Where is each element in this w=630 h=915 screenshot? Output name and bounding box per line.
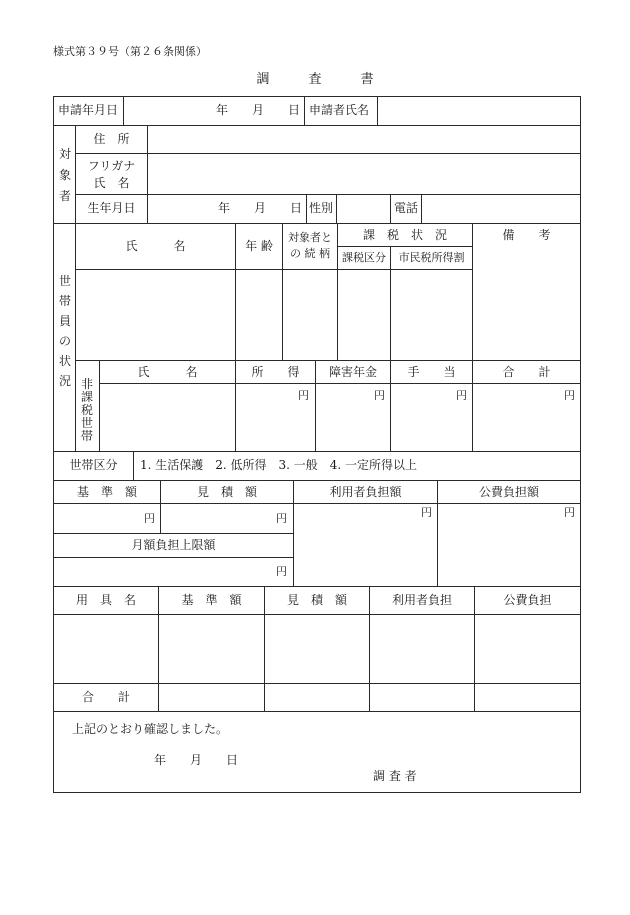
municipal-tax-header: 市民税所得割 [398, 251, 465, 264]
equipment-name-header: 用 具 名 [75, 593, 136, 607]
sex-label: 性別 [309, 201, 334, 215]
non-taxable-name-header: 氏 名 [137, 365, 198, 379]
equipment-user-burden-header: 利用者負担 [391, 593, 452, 607]
public-burden-header: 公費負担額 [478, 485, 539, 499]
household-members-area[interactable] [77, 271, 471, 359]
household-name-header: 氏 名 [125, 239, 186, 253]
form-number: 様式第３９号（第２６条関係） [53, 45, 207, 58]
tax-class-header: 課税区分 [342, 251, 386, 264]
tax-status-header: 課 税 状 況 [362, 228, 447, 242]
pension-header: 障害年金 [328, 365, 377, 379]
application-date-field[interactable]: 年 月 日 [216, 103, 301, 117]
birthdate-label: 生年月日 [87, 201, 136, 215]
age-header: 年 齢 [245, 239, 273, 253]
household-class-label: 世帯区分 [69, 458, 118, 472]
name-label: 氏 名 [93, 176, 130, 190]
application-date-label: 申請年月日 [58, 103, 119, 117]
income-header: 所 得 [251, 365, 300, 379]
pension-yen: 円 [374, 389, 385, 402]
estimate-amount-header: 見 積 額 [196, 485, 257, 499]
income-yen: 円 [298, 389, 309, 402]
equipment-public-burden-header: 公費負担 [503, 593, 552, 607]
sex-field[interactable] [338, 196, 389, 222]
monthly-cap-yen: 円 [276, 565, 287, 578]
subject-name-field[interactable] [149, 155, 578, 193]
standard-amount-yen: 円 [144, 512, 155, 525]
equipment-estimate-header: 見 積 額 [286, 593, 347, 607]
confirmation-date[interactable]: 年 月 日 [154, 753, 239, 767]
remarks-header: 備 考 [502, 228, 551, 242]
confirmation-statement: 上記のとおり確認しました。 [72, 722, 229, 736]
relation-header-line2: の 続 柄 [290, 247, 330, 260]
public-burden-yen: 円 [564, 506, 575, 519]
user-burden-header: 利用者負担額 [329, 485, 402, 499]
total-header: 合 計 [502, 365, 551, 379]
user-burden-yen: 円 [421, 506, 432, 519]
relation-header-line1: 対象者と [288, 231, 332, 244]
address-label: 住 所 [93, 132, 130, 146]
phone-field[interactable] [423, 196, 578, 222]
estimate-amount-yen: 円 [276, 512, 287, 525]
allowance-yen: 円 [456, 389, 467, 402]
subject-section-label: 対象者 [58, 147, 71, 203]
applicant-name-label: 申請者氏名 [309, 103, 370, 117]
allowance-header: 手 当 [407, 365, 456, 379]
monthly-cap-header: 月額負担上限額 [131, 538, 216, 552]
address-field[interactable] [149, 127, 578, 152]
standard-amount-header: 基 準 額 [76, 485, 137, 499]
household-section-label: 世帯員の状況 [58, 274, 71, 388]
page-title: 調 査 書 [256, 72, 374, 87]
equipment-standard-header: 基 準 額 [181, 593, 242, 607]
furigana-label: フリガナ [87, 159, 136, 173]
birthdate-field[interactable]: 年 月 日 [218, 201, 303, 215]
investigator-label: 調 査 者 [373, 769, 417, 783]
household-class-options[interactable]: 1. 生活保護 2. 低所得 3. 一般 4. 一定所得以上 [140, 458, 418, 472]
equipment-total-label: 合 計 [81, 690, 130, 704]
total-yen: 円 [564, 389, 575, 402]
applicant-name-field[interactable] [379, 98, 578, 124]
phone-label: 電話 [394, 201, 419, 215]
non-taxable-label: 非課税世帯 [80, 377, 93, 443]
equipment-rows-area[interactable] [55, 616, 579, 682]
